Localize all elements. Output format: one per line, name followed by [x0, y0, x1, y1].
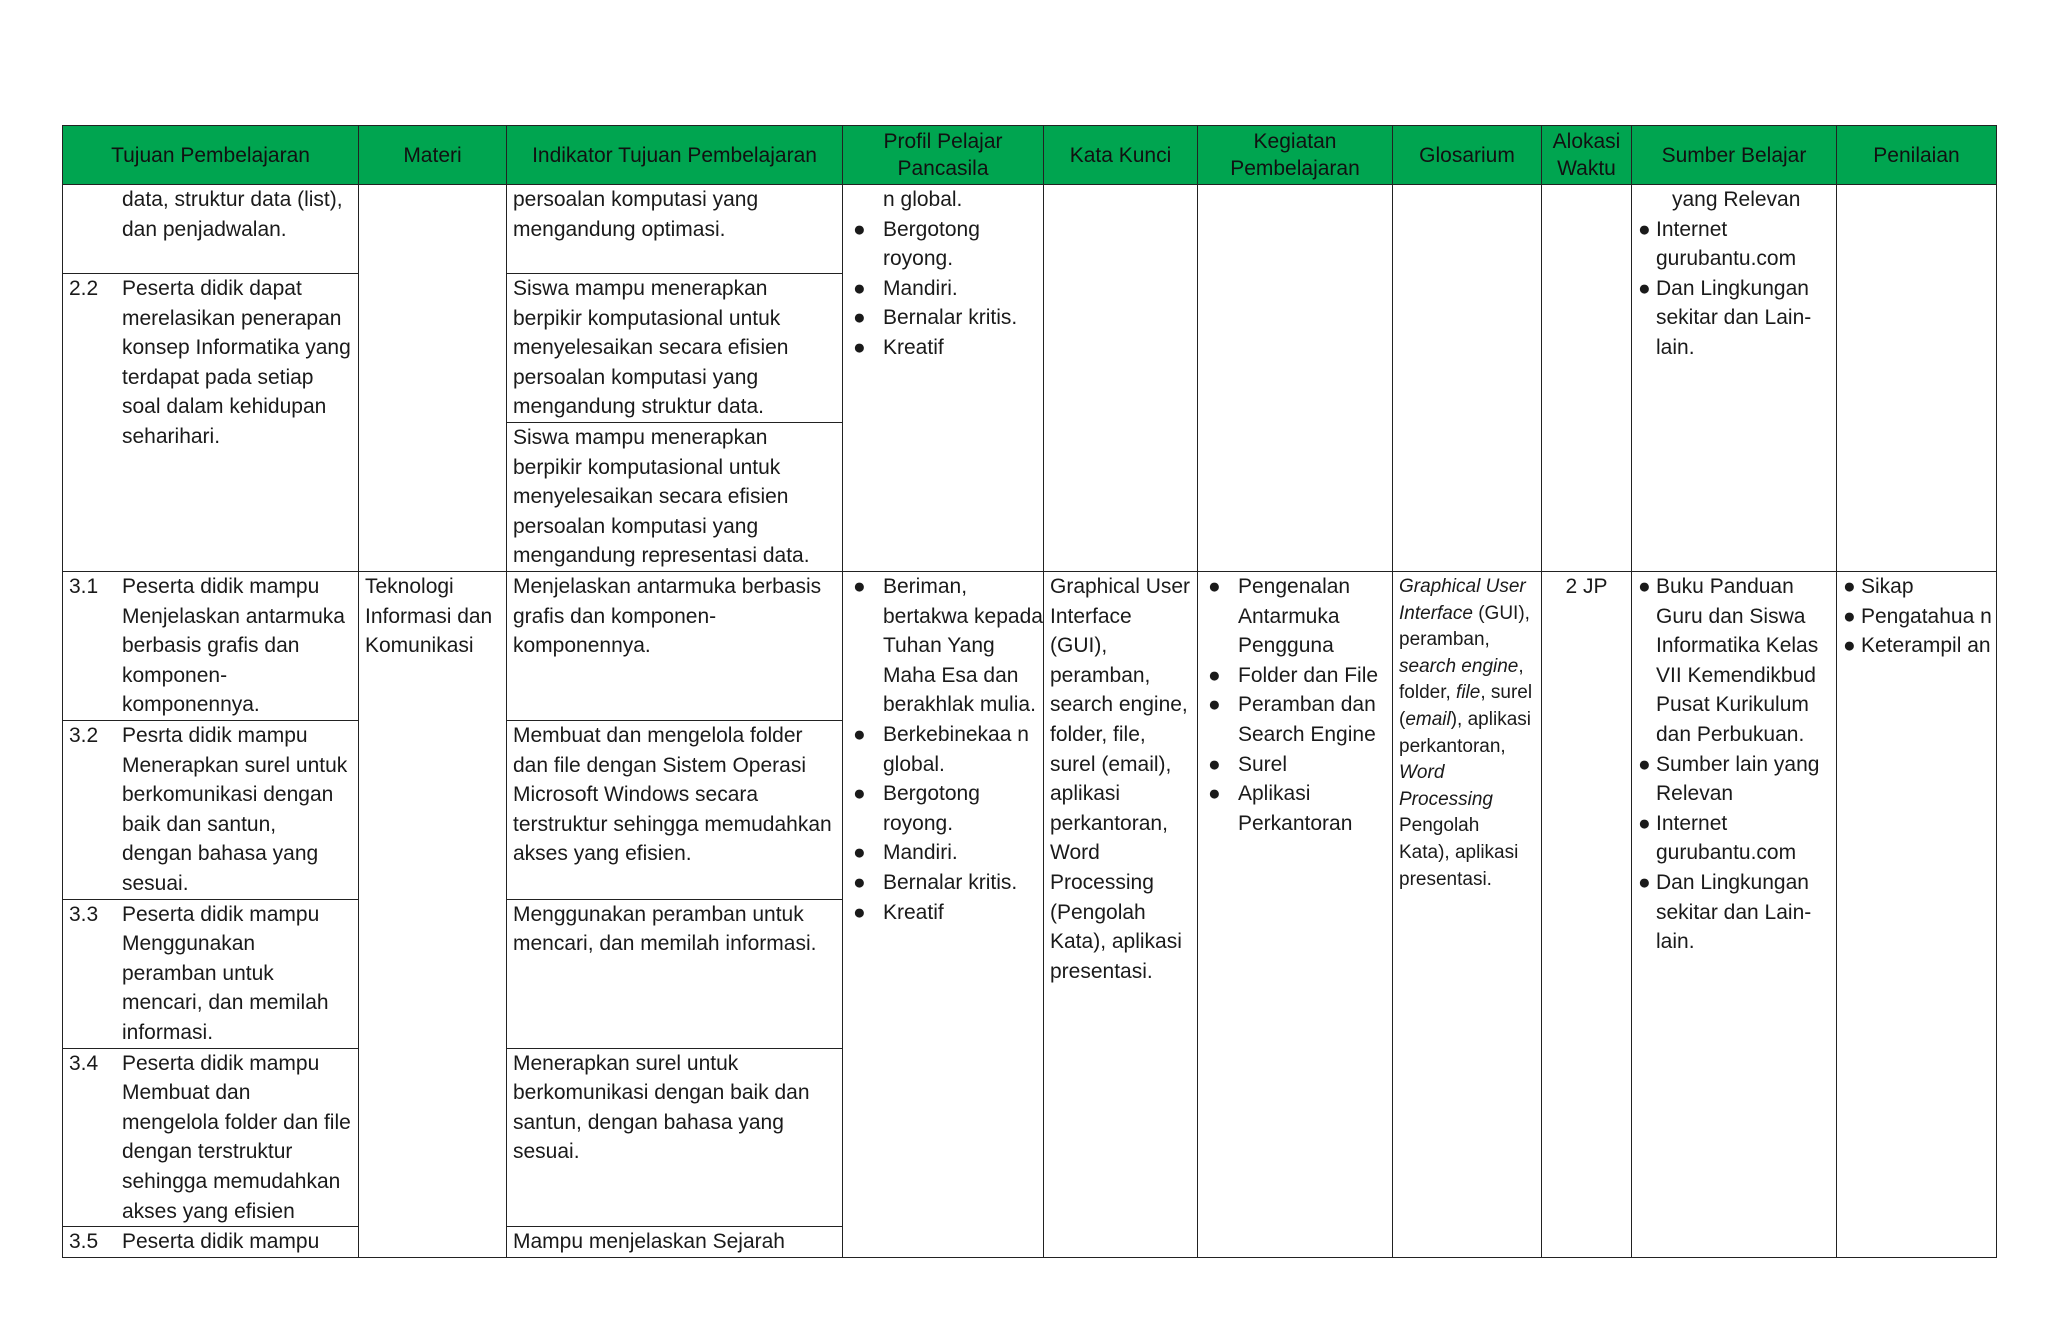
bullet-icon: ● — [1843, 634, 1856, 658]
list-item: ● Dan Lingkungan sekitar dan Lain-lain. — [1632, 274, 1836, 363]
list-item: ● Mandiri. — [843, 838, 1043, 868]
kegiatan-list — [1198, 572, 1392, 838]
bullet-icon: ● — [1208, 752, 1221, 776]
bullet-icon: ● — [1638, 276, 1651, 300]
profil-cell — [843, 571, 1044, 1257]
bullet-icon: ● — [1843, 574, 1856, 598]
sumber-list — [1632, 185, 1836, 363]
tujuan-cell: 3.3 Peserta didik mampu Menggunakan peramban untuk mencari, dan memilah informasi. — [63, 899, 359, 1048]
list-item: ● Peramban dan Search Engine — [1198, 690, 1392, 749]
indikator-cell: Membuat dan mengelola folder dan file dengan Sistem Operasi Microsoft Windows secara terstruktur sehingga memudahkan akses yang efisien. — [507, 720, 843, 899]
list-item: ● Beriman, bertakwa kepada Tuhan Yang Maha Esa dan berakhlak mulia. — [843, 572, 1043, 720]
bullet-icon: ● — [853, 276, 866, 300]
header-glosarium: Glosarium — [1393, 126, 1542, 185]
lesson-plan-table — [62, 125, 1997, 1258]
profil-cell-top — [843, 185, 1044, 572]
header-penilaian: Penilaian — [1837, 126, 1997, 185]
list-item: ● Internet gurubantu.com — [1632, 215, 1836, 274]
header-indikator: Indikator Tujuan Pembelajaran — [507, 126, 843, 185]
materi-cell-top — [359, 185, 507, 572]
indikator-cell: Mampu menjelaskan Sejarah — [507, 1227, 843, 1258]
bullet-icon: ● — [1208, 663, 1221, 687]
list-item: ● Berkebinekaa n global. — [843, 720, 1043, 779]
list-item: ● Pengatahua n — [1837, 602, 1996, 632]
alokasi-cell-top — [1542, 185, 1632, 572]
header-kata-kunci: Kata Kunci — [1044, 126, 1198, 185]
bullet-icon: ● — [853, 870, 866, 894]
header-kegiatan: Kegiatan Pembelajaran — [1198, 126, 1393, 185]
header-profil: Profil Pelajar Pancasila — [843, 126, 1044, 185]
bullet-icon: ● — [853, 574, 866, 598]
profil-list — [843, 572, 1043, 927]
list-item: ● Aplikasi Perkantoran — [1198, 779, 1392, 838]
lesson-plan-table-page — [62, 125, 1996, 1256]
sumber-cell-top — [1632, 185, 1837, 572]
tujuan-cell: 3.4 Peserta didik mampu Membuat dan mengelola folder dan file dengan terstruktur sehingga memudahkan akses yang efisien — [63, 1048, 359, 1227]
bullet-icon: ● — [1638, 217, 1651, 241]
bullet-icon: ● — [853, 782, 866, 806]
materi-cell: Teknologi Informasi dan Komunikasi — [359, 571, 507, 1257]
list-item: ● Sikap — [1837, 572, 1996, 602]
header-tujuan: Tujuan Pembelajaran — [63, 126, 359, 185]
list-item: ● Bernalar kritis. — [843, 868, 1043, 898]
kata-kunci-cell: Graphical User Interface (GUI), peramban, search engine, folder, file, surel (email), aplikasi perkantoran, Word Processing (Pengolah Kata), aplikasi presentasi. — [1044, 571, 1198, 1257]
alokasi-cell: 2 JP — [1542, 571, 1632, 1257]
tujuan-cell: data, struktur data (list), dan penjadwalan. — [63, 185, 359, 274]
indikator-cell: Menggunakan peramban untuk mencari, dan memilah informasi. — [507, 899, 843, 1048]
kegiatan-cell-top — [1198, 185, 1393, 572]
profil-list — [843, 185, 1043, 363]
list-item: ● Kreatif — [843, 333, 1043, 363]
bullet-icon: ● — [853, 217, 866, 241]
list-item: ● Pengenalan Antarmuka Pengguna — [1198, 572, 1392, 661]
list-item: ● Surel — [1198, 750, 1392, 780]
penilaian-list — [1837, 572, 1996, 661]
kata-kunci-cell-top — [1044, 185, 1198, 572]
penilaian-cell — [1837, 571, 1997, 1257]
bullet-icon: ● — [853, 335, 866, 359]
indikator-cell: Siswa mampu menerapkan berpikir komputasional untuk menyelesaikan secara efisien persoalan komputasi yang mengandung representasi data. — [507, 422, 843, 571]
kegiatan-cell — [1198, 571, 1393, 1257]
glosarium-text: Graphical User Interface (GUI), peramban, search engine, folder, file, surel (email), aplikasi perkantoran, Word Processing Pengolah Kata), aplikasi presentasi. — [1399, 575, 1533, 890]
sumber-list — [1632, 572, 1836, 957]
table-row — [63, 571, 1997, 720]
list-item: ● Folder dan File — [1198, 661, 1392, 691]
tujuan-cell: 3.2 Pesrta didik mampu Menerapkan surel untuk berkomunikasi dengan baik dan santun, dengan bahasa yang sesuai. — [63, 720, 359, 899]
list-item: ● Sumber lain yang Relevan — [1632, 750, 1836, 809]
tujuan-cell: 2.2 Peserta didik dapat merelasikan penerapan konsep Informatika yang terdapat pada setiap soal dalam kehidupan seharihari. — [63, 274, 359, 572]
list-item: ● Keterampil an — [1837, 631, 1996, 661]
header-alokasi: Alokasi Waktu — [1542, 126, 1632, 185]
header-row — [63, 126, 1997, 185]
bullet-icon: ● — [853, 900, 866, 924]
list-item: ● Bergotong royong. — [843, 215, 1043, 274]
glosarium-cell-top — [1393, 185, 1542, 572]
bullet-icon: ● — [1843, 604, 1856, 628]
indikator-cell: Menjelaskan antarmuka berbasis grafis dan komponen-komponennya. — [507, 571, 843, 720]
indikator-cell: persoalan komputasi yang mengandung optimasi. — [507, 185, 843, 274]
list-item: ● Mandiri. — [843, 274, 1043, 304]
header-materi: Materi — [359, 126, 507, 185]
glosarium-cell — [1393, 571, 1542, 1257]
sumber-cell — [1632, 571, 1837, 1257]
list-item: yang Relevan — [1672, 188, 1801, 211]
bullet-icon: ● — [1208, 574, 1221, 598]
header-sumber: Sumber Belajar — [1632, 126, 1837, 185]
indikator-cell: Menerapkan surel untuk berkomunikasi dengan baik dan santun, dengan bahasa yang sesuai. — [507, 1048, 843, 1227]
list-item: ● Buku Panduan Guru dan Siswa Informatika Kelas VII Kemendikbud Pusat Kurikulum dan Perbukuan. — [1632, 572, 1836, 750]
indikator-cell: Siswa mampu menerapkan berpikir komputasional untuk menyelesaikan secara efisien persoalan komputasi yang mengandung struktur data. — [507, 274, 843, 423]
penilaian-cell-top — [1837, 185, 1997, 572]
bullet-icon: ● — [853, 722, 866, 746]
bullet-icon: ● — [1638, 870, 1651, 894]
list-item: ● Dan Lingkungan sekitar dan Lain-lain. — [1632, 868, 1836, 957]
bullet-icon: ● — [1208, 693, 1221, 717]
list-item: n global. — [883, 188, 963, 211]
bullet-icon: ● — [1208, 782, 1221, 806]
bullet-icon: ● — [853, 841, 866, 865]
bullet-icon: ● — [1638, 574, 1651, 598]
list-item: ● Internet gurubantu.com — [1632, 809, 1836, 868]
list-item: ● Kreatif — [843, 898, 1043, 928]
bullet-icon: ● — [1638, 811, 1651, 835]
list-item: ● Bergotong royong. — [843, 779, 1043, 838]
bullet-icon: ● — [853, 306, 866, 330]
table-row — [63, 185, 1997, 274]
tujuan-cell: 3.5 Peserta didik mampu — [63, 1227, 359, 1258]
bullet-icon: ● — [1638, 752, 1651, 776]
list-item: ● Bernalar kritis. — [843, 303, 1043, 333]
tujuan-cell: 3.1 Peserta didik mampu Menjelaskan antarmuka berbasis grafis dan komponen-komponennya. — [63, 571, 359, 720]
